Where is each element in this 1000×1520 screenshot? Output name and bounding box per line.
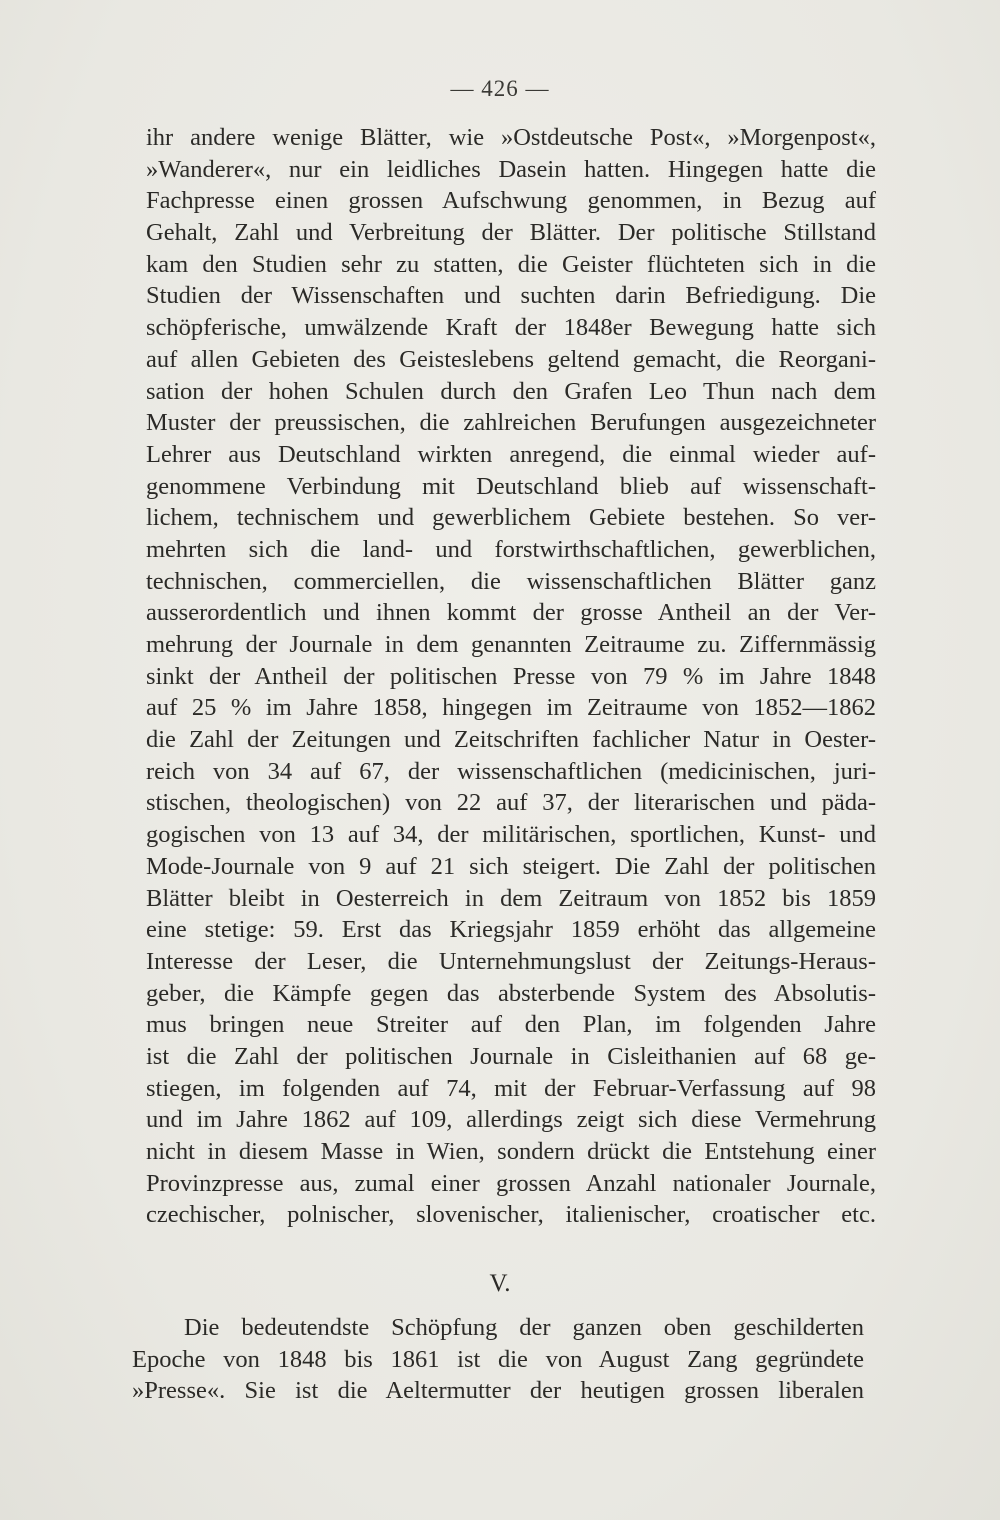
text-line: ihr andere wenige Blätter, wie »Ostdeutsche Post«, »Morgenpost«, (146, 124, 876, 151)
text-line: reich von 34 auf 67, der wissenschaftlichen (medicinischen, juri- (146, 757, 876, 785)
text-line: »Wanderer«, nur ein leidliches Dasein hatten. Hingegen hatte die (146, 155, 876, 183)
text-line: Lehrer aus Deutschland wirkten anregend, die einmal wieder auf- (146, 440, 876, 468)
text-line: nicht in diesem Masse in Wien, sondern drückt die Entstehung einer (146, 1138, 876, 1165)
text-line: czechischer, polnischer, slovenischer, italienischer, croatischer etc. (146, 1201, 876, 1229)
text-line: auf 25 % im Jahre 1858, hingegen im Zeitraume von 1852—1862 (146, 694, 876, 722)
text-line: sinkt der Antheil der politischen Presse von 79 % im Jahre 1848 (146, 662, 876, 690)
text-line: geber, die Kämpfe gegen das absterbende System des Absolutis- (146, 979, 876, 1007)
text-line: mehrung der Journale in dem genannten Zeitraume zu. Ziffernmässig (146, 631, 876, 658)
text-line: Provinzpresse aus, zumal einer grossen Anzahl nationaler Journale, (146, 1169, 876, 1197)
text-line: gogischen von 13 auf 34, der militärischen, sportlichen, Kunst- und (146, 821, 876, 849)
paragraph-2 (132, 1312, 864, 1407)
text-line: Mode-Journale von 9 auf 21 sich steigert. Die Zahl der politischen (146, 852, 876, 880)
text-line: schöpferische, umwälzende Kraft der 1848er Bewegung hatte sich (146, 314, 876, 342)
text-line: genommene Verbindung mit Deutschland blieb auf wissenschaft- (146, 472, 876, 500)
text-line: mehrten sich die land- und forstwirthschaftlichen, gewerblichen, (146, 535, 876, 563)
text-line: mus bringen neue Streiter auf den Plan, im folgenden Jahre (146, 1011, 876, 1039)
text-line: Muster der preussischen, die zahlreichen Berufungen ausgezeichneter (146, 409, 876, 437)
text-line: ist die Zahl der politischen Journale in Cisleithanien auf 68 ge- (146, 1042, 876, 1070)
page-number: — 426 — (450, 76, 550, 101)
text-line: die Zahl der Zeitungen und Zeitschriften fachlicher Natur in Oester- (146, 726, 876, 754)
text-line: »Presse«. Sie ist die Aeltermutter der heutigen grossen liberalen (132, 1377, 864, 1405)
text-line: Studien der Wissenschaften und suchten darin Befriedigung. Die (146, 282, 876, 310)
section-heading: V. (489, 1270, 511, 1297)
text-line: Epoche von 1848 bis 1861 ist die von August Zang gegründete (132, 1345, 864, 1373)
text-line: lichem, technischem und gewerblichem Gebiete bestehen. So ver- (146, 504, 876, 532)
paragraph-1 (146, 122, 876, 1231)
text-line: sation der hohen Schulen durch den Grafen Leo Thun nach dem (146, 377, 876, 405)
text-line: Interesse der Leser, die Unternehmungslust der Zeitungs-Heraus- (146, 947, 876, 975)
text-line: ausserordentlich und ihnen kommt der grosse Antheil an der Ver- (146, 599, 876, 627)
text-line: stischen, theologischen) von 22 auf 37, der literarischen und päda- (146, 789, 876, 817)
text-line: und im Jahre 1862 auf 109, allerdings zeigt sich diese Vermehrung (146, 1106, 876, 1134)
text-line: auf allen Gebieten des Geisteslebens geltend gemacht, die Reorgani- (146, 345, 876, 373)
text-line: stiegen, im folgenden auf 74, mit der Februar-Verfassung auf 98 (146, 1074, 876, 1102)
text-line: technischen, commerciellen, die wissenschaftlichen Blätter ganz (146, 567, 876, 595)
text-line: Gehalt, Zahl und Verbreitung der Blätter. Der politische Stillstand (146, 219, 876, 247)
text-line: Fachpresse einen grossen Aufschwung genommen, in Bezug auf (146, 187, 876, 215)
text-line: kam den Studien sehr zu statten, die Geister flüchteten sich in die (146, 250, 876, 278)
text-line: Die bedeutendste Schöpfung der ganzen oben geschilderten (184, 1314, 864, 1341)
text-line: eine stetige: 59. Erst das Kriegsjahr 1859 erhöht das allgemeine (146, 916, 876, 944)
text-line: Blätter bleibt in Oesterreich in dem Zeitraum von 1852 bis 1859 (146, 884, 876, 912)
